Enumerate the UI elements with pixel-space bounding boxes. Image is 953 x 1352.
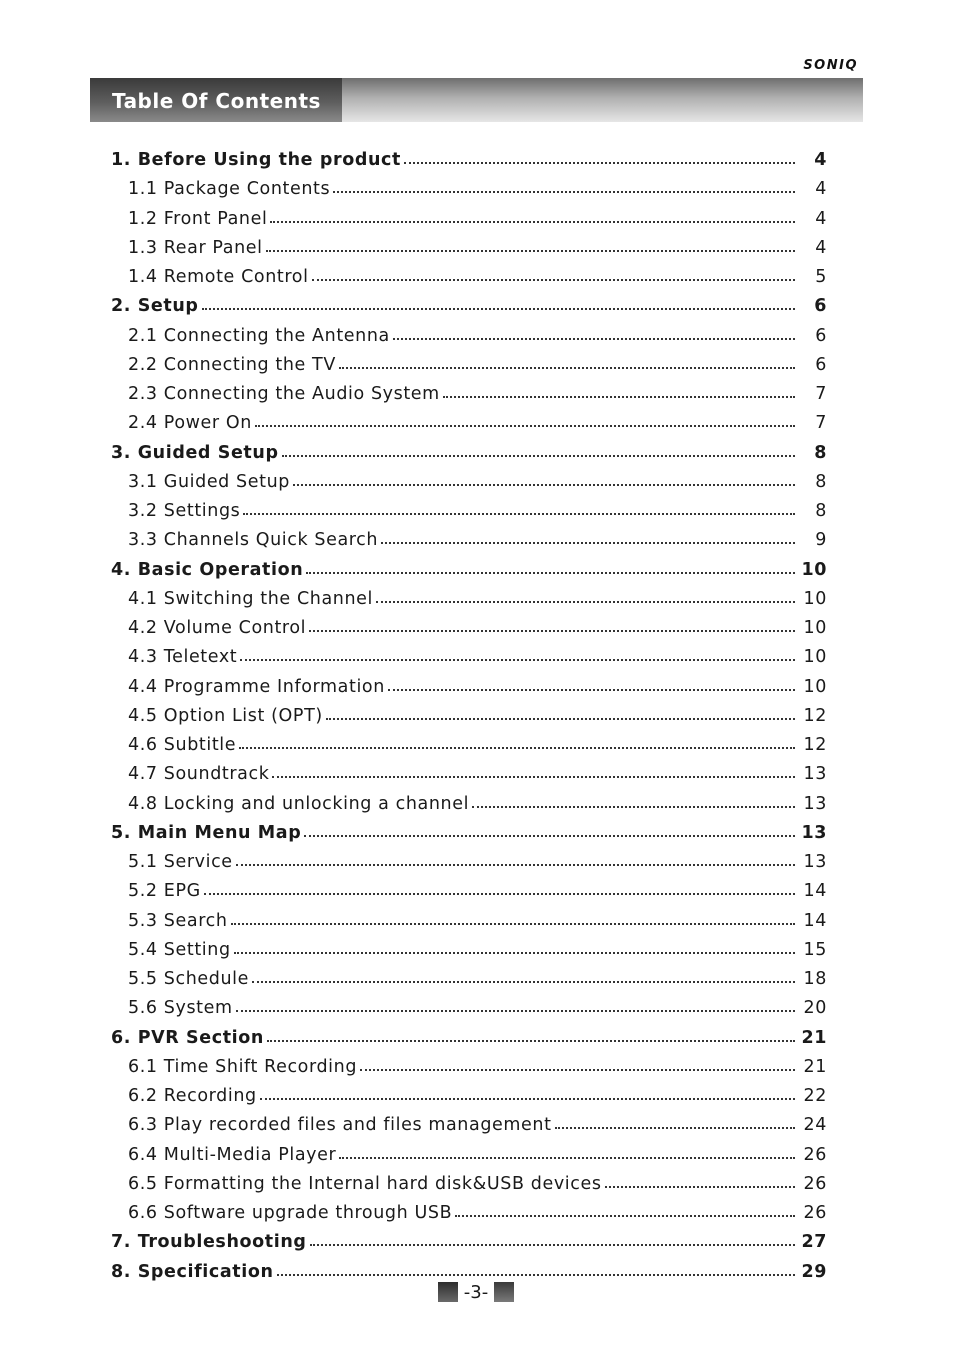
entry-title: 3.2 Settings (128, 501, 241, 521)
toc-subsection-entry (0, 200, 953, 229)
dot-leader (255, 425, 795, 427)
entry-title: 4.8 Locking and unlocking a channel (128, 793, 470, 814)
dot-leader (234, 952, 795, 954)
toc-section-entry (0, 287, 953, 316)
entry-page-number: 4 (815, 179, 827, 200)
entry-page-number: 4 (815, 208, 827, 229)
entry-title: 6.2 Recording (128, 1086, 257, 1106)
entry-page-number: 10 (803, 676, 827, 697)
toc-subsection-entry (0, 492, 953, 521)
entry-page-number: 10 (803, 618, 827, 638)
entry-title: 2.4 Power On (128, 413, 252, 434)
entry-page-number: 10 (803, 588, 827, 609)
entry-page-number: 12 (803, 735, 827, 755)
entry-page-number: 26 (803, 1144, 827, 1165)
dot-leader (326, 718, 795, 720)
toc-section-entry (0, 434, 953, 463)
dot-leader (381, 542, 795, 544)
toc-subsection-entry (0, 755, 953, 784)
entry-page-number: 4 (814, 150, 827, 170)
dot-leader (312, 279, 795, 281)
entry-title: 1.3 Rear Panel (128, 237, 263, 258)
toc-subsection-entry (0, 229, 953, 258)
toc-subsection-entry (0, 580, 953, 609)
toc-subsection-entry (0, 1194, 953, 1223)
toc-subsection-entry (0, 346, 953, 375)
toc-subsection-entry (0, 960, 953, 989)
page-title: Table Of Contents (90, 78, 342, 122)
dot-leader (443, 396, 795, 398)
entry-title: 2. Setup (111, 296, 199, 317)
toc-section-entry (0, 814, 953, 843)
toc-subsection-entry (0, 258, 953, 287)
entry-title: 4.6 Subtitle (128, 735, 237, 755)
brand-logo: SONIQ (803, 58, 858, 73)
dot-leader (455, 1215, 795, 1217)
dot-leader (306, 572, 795, 574)
dot-leader (376, 601, 795, 603)
entry-page-number: 18 (803, 969, 827, 989)
dot-leader (304, 835, 795, 837)
entry-title: 4.7 Soundtrack (128, 764, 270, 785)
entry-title: 5.1 Service (128, 852, 233, 872)
entry-title: 2.1 Connecting the Antenna (128, 325, 390, 346)
entry-title: 2.3 Connecting the Audio System (128, 384, 440, 404)
entry-page-number: 6 (815, 325, 827, 346)
footer-left-block (438, 1282, 458, 1302)
dot-leader (282, 455, 795, 457)
dot-leader (388, 689, 795, 691)
entry-page-number: 26 (803, 1173, 827, 1194)
dot-leader (360, 1069, 795, 1071)
dot-leader (202, 308, 795, 310)
page-number: -3- (463, 1281, 489, 1303)
entry-title: 4.2 Volume Control (128, 618, 307, 638)
dot-leader (393, 338, 795, 340)
dot-leader (293, 484, 795, 486)
dot-leader (231, 923, 795, 925)
toc-subsection-entry (0, 317, 953, 346)
dot-leader (309, 630, 795, 632)
dot-leader (236, 864, 795, 866)
dot-leader (339, 1157, 795, 1159)
toc-subsection-entry (0, 902, 953, 931)
entry-title: 3.1 Guided Setup (128, 471, 290, 492)
entry-page-number: 14 (803, 910, 827, 931)
entry-title: 7. Troubleshooting (111, 1232, 307, 1253)
entry-title: 6.5 Formatting the Internal hard disk&USB devices (128, 1173, 602, 1194)
dot-leader (333, 191, 795, 193)
dot-leader (266, 250, 795, 252)
toc-subsection-entry (0, 1106, 953, 1135)
entry-title: 5.4 Setting (128, 939, 231, 960)
entry-page-number: 22 (803, 1086, 827, 1106)
entry-page-number: 21 (801, 1027, 827, 1048)
dot-leader (270, 221, 795, 223)
entry-page-number: 29 (801, 1261, 827, 1282)
dot-leader (267, 1040, 795, 1042)
dot-leader (204, 893, 795, 895)
dot-leader (239, 747, 795, 749)
entry-page-number: 21 (803, 1056, 827, 1077)
dot-leader (310, 1244, 795, 1246)
entry-title: 6.4 Multi-Media Player (128, 1144, 337, 1165)
entry-title: 1. Before Using the product (111, 150, 401, 170)
dot-leader (277, 1274, 795, 1276)
toc-section-entry (0, 1253, 953, 1282)
header-banner (90, 78, 863, 122)
entry-page-number: 9 (815, 530, 827, 551)
entry-page-number: 7 (815, 413, 827, 434)
entry-title: 5. Main Menu Map (111, 822, 302, 843)
entry-title: 5.2 EPG (128, 881, 201, 902)
toc-subsection-entry (0, 989, 953, 1018)
entry-page-number: 4 (815, 237, 827, 258)
entry-title: 4.4 Programme Information (128, 676, 385, 697)
toc-subsection-entry (0, 404, 953, 433)
dot-leader (260, 1098, 795, 1100)
dot-leader (272, 776, 795, 778)
toc-subsection-entry (0, 463, 953, 492)
toc-subsection-entry (0, 1165, 953, 1194)
toc-subsection-entry (0, 521, 953, 550)
entry-title: 5.3 Search (128, 910, 228, 931)
dot-leader (243, 513, 795, 515)
entry-title: 4.3 Teletext (128, 647, 238, 668)
entry-page-number: 13 (803, 764, 827, 785)
entry-page-number: 10 (803, 647, 827, 668)
entry-title: 6.6 Software upgrade through USB (128, 1203, 453, 1223)
entry-title: 3. Guided Setup (111, 442, 279, 463)
entry-title: 6.1 Time Shift Recording (128, 1056, 358, 1077)
entry-page-number: 7 (815, 384, 827, 404)
entry-page-number: 13 (803, 852, 827, 872)
footer-right-block (494, 1282, 514, 1302)
entry-title: 6. PVR Section (111, 1027, 264, 1048)
toc-subsection-entry (0, 843, 953, 872)
entry-title: 1.4 Remote Control (128, 267, 309, 287)
entry-page-number: 5 (815, 267, 827, 287)
toc-subsection-entry (0, 668, 953, 697)
toc-subsection-entry (0, 697, 953, 726)
entry-title: 2.2 Connecting the TV (128, 354, 336, 375)
entry-page-number: 8 (814, 442, 827, 463)
toc-subsection-entry (0, 1136, 953, 1165)
toc-subsection-entry (0, 375, 953, 404)
dot-leader (252, 981, 795, 983)
page-footer (438, 1282, 514, 1302)
dot-leader (236, 1010, 795, 1012)
toc-subsection-entry (0, 1048, 953, 1077)
entry-title: 3.3 Channels Quick Search (128, 530, 379, 551)
entry-title: 6.3 Play recorded files and files management (128, 1115, 552, 1136)
dot-leader (555, 1127, 795, 1129)
toc-subsection-entry (0, 872, 953, 901)
entry-title: 1.1 Package Contents (128, 179, 331, 200)
entry-page-number: 15 (803, 939, 827, 960)
entry-page-number: 20 (803, 998, 827, 1019)
entry-page-number: 14 (803, 881, 827, 902)
toc-subsection-entry (0, 931, 953, 960)
entry-page-number: 12 (803, 705, 827, 726)
entry-page-number: 13 (801, 822, 827, 843)
entry-title: 4.5 Option List (OPT) (128, 705, 323, 726)
entry-title: 1.2 Front Panel (128, 208, 268, 229)
entry-title: 8. Specification (111, 1261, 274, 1282)
entry-title: 5.5 Schedule (128, 969, 250, 989)
entry-title: 4.1 Switching the Channel (128, 588, 374, 609)
toc-subsection-entry (0, 785, 953, 814)
dot-leader (339, 367, 795, 369)
entry-page-number: 27 (801, 1232, 827, 1253)
entry-page-number: 8 (815, 501, 827, 521)
toc-subsection-entry (0, 170, 953, 199)
toc-subsection-entry (0, 726, 953, 755)
entry-page-number: 24 (803, 1115, 827, 1136)
entry-title: 4. Basic Operation (111, 559, 304, 580)
toc-section-entry (0, 141, 953, 170)
entry-page-number: 26 (803, 1203, 827, 1223)
entry-page-number: 13 (803, 793, 827, 814)
entry-page-number: 8 (815, 471, 827, 492)
toc-section-entry (0, 1019, 953, 1048)
dot-leader (472, 806, 795, 808)
toc-section-entry (0, 1223, 953, 1252)
entry-page-number: 6 (814, 296, 827, 317)
toc-subsection-entry (0, 638, 953, 667)
toc-subsection-entry (0, 1077, 953, 1106)
toc-section-entry (0, 551, 953, 580)
dot-leader (240, 659, 795, 661)
dot-leader (605, 1186, 795, 1188)
dot-leader (404, 162, 795, 164)
entry-title: 5.6 System (128, 998, 233, 1019)
toc-subsection-entry (0, 609, 953, 638)
entry-page-number: 6 (815, 354, 827, 375)
entry-page-number: 10 (801, 559, 827, 580)
